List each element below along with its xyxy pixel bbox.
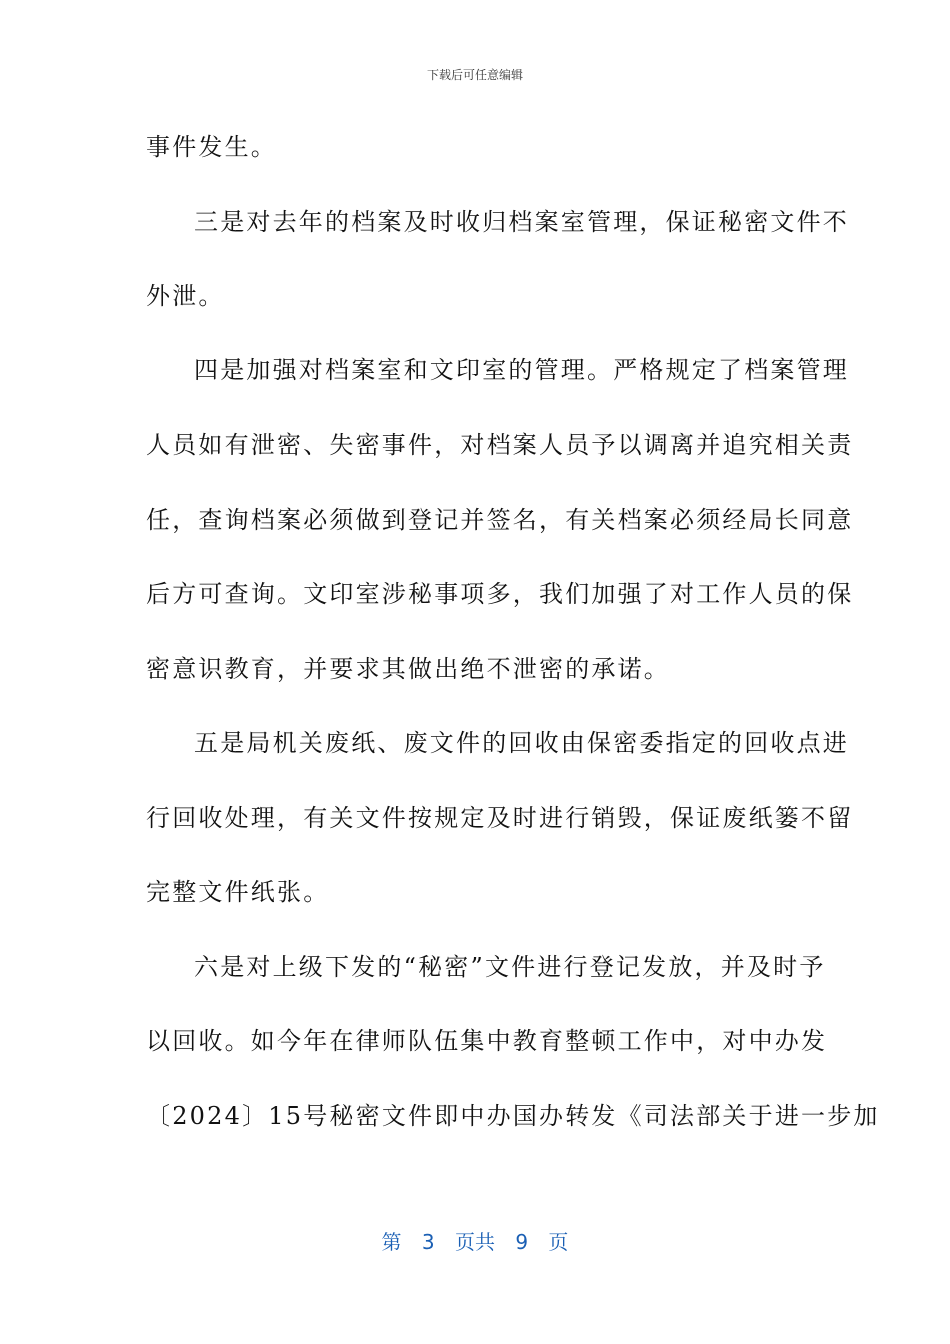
text-line: 事件发生。: [146, 133, 277, 161]
page-header: 下载后可任意编辑: [426, 68, 523, 82]
text-line: 任，查询档案必须做到登记并签名，有关档案必须经局长同意: [146, 506, 854, 534]
paragraph-line: 三是对去年的档案及时收归档案室管理，保证秘密文件不: [194, 208, 849, 236]
text-line: 以回收。如今年在律师队伍集中教育整顿工作中，对中办发: [146, 1027, 828, 1055]
text-line: 外泄。: [146, 282, 225, 310]
text-line: 密意识教育，并要求其做出绝不泄密的承诺。: [146, 655, 670, 683]
text-line: 行回收处理，有关文件按规定及时进行销毁，保证废纸篓不留: [146, 804, 854, 832]
text-line: 〔2024〕15号秘密文件即中办国办转发《司法部关于进一步加: [146, 1102, 880, 1130]
text-line: 完整文件纸张。: [146, 878, 330, 906]
text-line: 人员如有泄密、失密事件，对档案人员予以调离并追究相关责: [146, 431, 854, 459]
paragraph-line: 五是局机关废纸、废文件的回收由保密委指定的回收点进: [194, 729, 849, 757]
text-line: 后方可查询。文印室涉秘事项多，我们加强了对工作人员的保: [146, 580, 854, 608]
paragraph-line: 四是加强对档案室和文印室的管理。严格规定了档案管理: [194, 356, 849, 384]
paragraph-line: 六是对上级下发的“秘密”文件进行登记发放，并及时予: [194, 953, 826, 981]
page-number-footer: 第 3 页共 9 页: [381, 1230, 569, 1254]
